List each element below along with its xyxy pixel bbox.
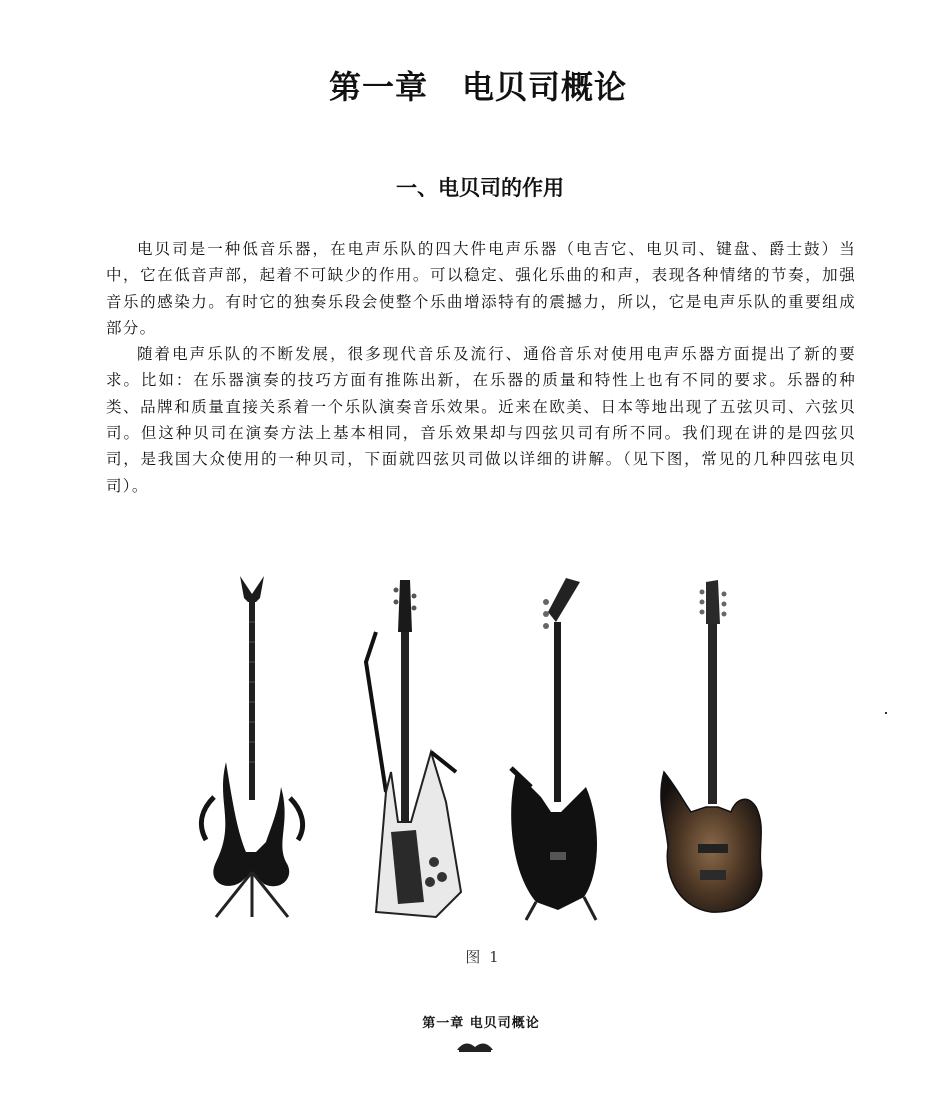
body-text [106,236,856,499]
running-footer: 第一章 电贝司概论 [422,1016,540,1031]
chapter-title [0,62,926,108]
bass-guitar-3 [511,578,597,920]
chapter-label: 第一章 [328,68,428,106]
paragraph-1: 电贝司是一种低音乐器，在电声乐队的四大件电声乐器（电吉它、电贝司、键盘、爵士鼓）当中，它在低音声部，起着不可缺少的作用。可以稳定、强化乐曲的和声，表现各种情绪的节奏，加强音乐的感染力。有时它的独奏乐段会使整个乐曲增添特有的震撼力，所以，它是电声乐队的重要组成部分。 [106,240,856,337]
bass-guitar-4 [661,580,762,912]
bass-guitar-2 [366,580,461,917]
bass-guitars-image [186,572,766,922]
paragraph-2: 随着电声乐队的不断发展，很多现代音乐及流行、通俗音乐对使用电声乐器方面提出了新的要求。比如：在乐器演奏的技巧方面有推陈出新，在乐器的质量和特性上也有不同的要求。乐器的种类、品牌和质量直接关系着一个乐队演奏音乐效果。近来在欧美、日本等地出现了五弦贝司、六弦贝司。但这种贝司在演奏方法上基本相同，音乐效果却与四弦贝司有所不同。我们现在讲的是四弦贝司，是我国大众使用的一种贝司，下面就四弦贝司做以详细的讲解。（见下图，常见的几种四弦电贝司）。 [106,345,856,495]
bass-guitars-figure [186,572,766,922]
section-title: 一、电贝司的作用 [396,176,564,200]
page-ornament-icon [455,1040,495,1054]
bass-guitar-1 [201,576,302,917]
chapter-name: 电贝司概论 [462,68,628,106]
figure-caption: 图 1 [465,948,501,966]
scan-artifact [885,712,887,714]
